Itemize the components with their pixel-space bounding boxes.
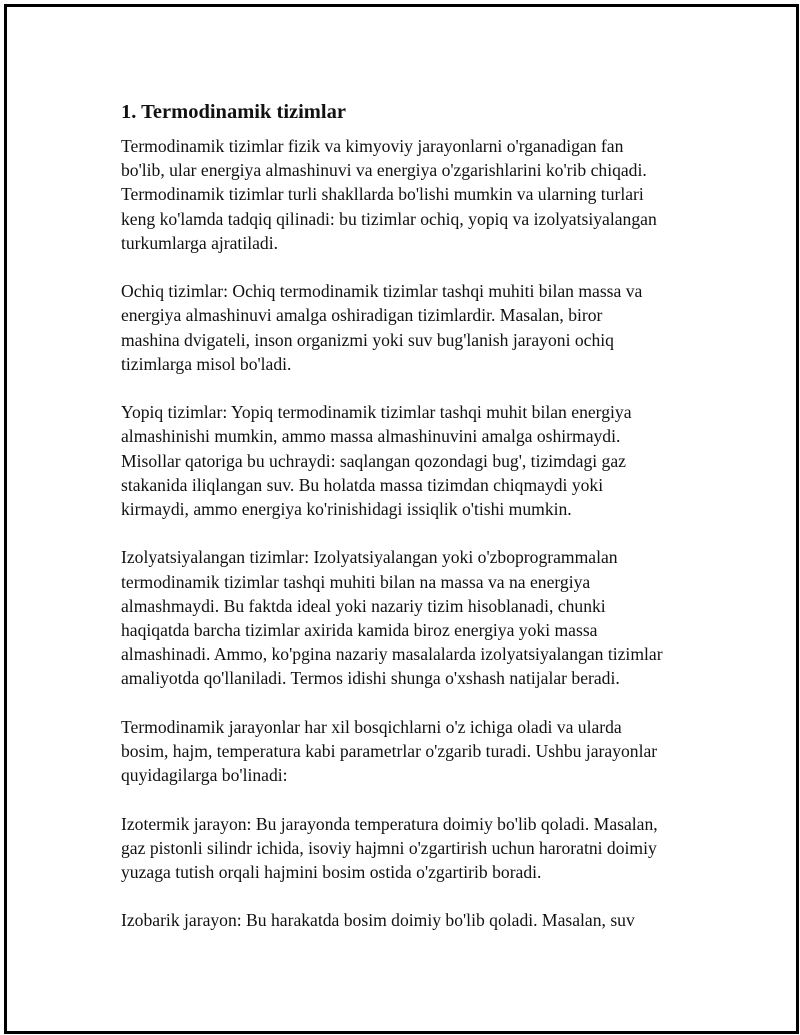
text-line: kirmaydi, ammo energiya ko'rinishidagi issiqlik o'tishi mumkin. <box>121 499 572 520</box>
text-line: keng ko'lamda tadqiq qilinadi: bu tizimlar ochiq, yopiq va izolyatsiyalangan <box>121 208 657 229</box>
paragraph-isobaric <box>121 908 701 932</box>
text-line: bosim, hajm, temperatura kabi parametrlar o'zgarib turadi. Ushbu jarayonlar <box>121 741 658 762</box>
text-line: termodinamik tizimlar tashqi muhiti bilan na massa va na energiya <box>121 571 591 592</box>
text-line: energiya almashinuvi amalga oshiradigan tizimlardir. Masalan, biror <box>121 305 603 326</box>
text-line: stakanida iliqlangan suv. Bu holatda massa tizimdan chiqmaydi yoki <box>121 474 604 495</box>
paragraph-processes <box>121 715 701 788</box>
text-line: Termodinamik jarayonlar har xil bosqichlarni o'z ichiga oladi va ularda <box>121 716 622 737</box>
text-line: Termodinamik tizimlar turli shakllarda bo'lishi mumkin va ularning turlari <box>121 184 644 205</box>
text-line: Misollar qatoriga bu uchraydi: saqlangan qozondagi bug', tizimdagi gaz <box>121 450 626 471</box>
text-line: gaz pistonli silindr ichida, isoviy hajmni o'zgartirish uchun haroratni doimiy <box>121 837 657 858</box>
text-line: almashinishi mumkin, ammo massa almashinuvini amalga oshirmaydi. <box>121 426 621 447</box>
text-line: Yopiq tizimlar: Yopiq termodinamik tizimlar tashqi muhit bilan energiya <box>121 402 632 423</box>
text-line: almashinadi. Ammo, ko'pgina nazariy masalalarda izolyatsiyalangan tizimlar <box>121 644 663 665</box>
text-line: bo'lib, ular energiya almashinuvi va energiya o'zgarishlarini ko'rib chiqadi. <box>121 160 647 181</box>
paragraph-intro <box>121 134 701 255</box>
text-line: tizimlarga misol bo'ladi. <box>121 353 292 374</box>
text-line: mashina dvigateli, inson organizmi yoki suv bug'lanish jarayoni ochiq <box>121 329 614 350</box>
text-line: quyidagilarga bo'linadi: <box>121 765 288 786</box>
text-line: haqiqatda barcha tizimlar axirida kamida biroz energiya yoki massa <box>121 620 598 641</box>
section-title: 1. Termodinamik tizimlar <box>121 101 346 123</box>
text-line: Termodinamik tizimlar fizik va kimyoviy jarayonlarni o'rganadigan fan <box>121 136 624 156</box>
text-line: yuzaga tutish orqali hajmini bosim ostida o'zgartirib boradi. <box>121 862 542 883</box>
text-line: amaliyotda qo'llaniladi. Termos idishi shunga o'xshash natijalar beradi. <box>121 668 620 689</box>
paragraph-isothermal <box>121 812 701 885</box>
text-line: Izotermik jarayon: Bu jarayonda temperatura doimiy bo'lib qoladi. Masalan, <box>121 813 658 834</box>
paragraph-closed-systems <box>121 400 701 521</box>
text-line: Ochiq tizimlar: Ochiq termodinamik tizimlar tashqi muhiti bilan massa va <box>121 281 643 302</box>
text-line: Izobarik jarayon: Bu harakatda bosim doimiy bo'lib qoladi. Masalan, suv <box>121 910 635 931</box>
text-line: Izolyatsiyalangan tizimlar: Izolyatsiyalangan yoki o'zboprogrammalan <box>121 547 618 568</box>
paragraph-open-systems <box>121 279 701 376</box>
paragraph-isolated-systems <box>121 545 701 690</box>
document-page <box>4 4 799 1034</box>
document-body <box>121 95 701 957</box>
text-line: almashmaydi. Bu faktda ideal yoki nazariy tizim hisoblanadi, chunki <box>121 595 606 616</box>
text-line: turkumlarga ajratiladi. <box>121 232 278 253</box>
